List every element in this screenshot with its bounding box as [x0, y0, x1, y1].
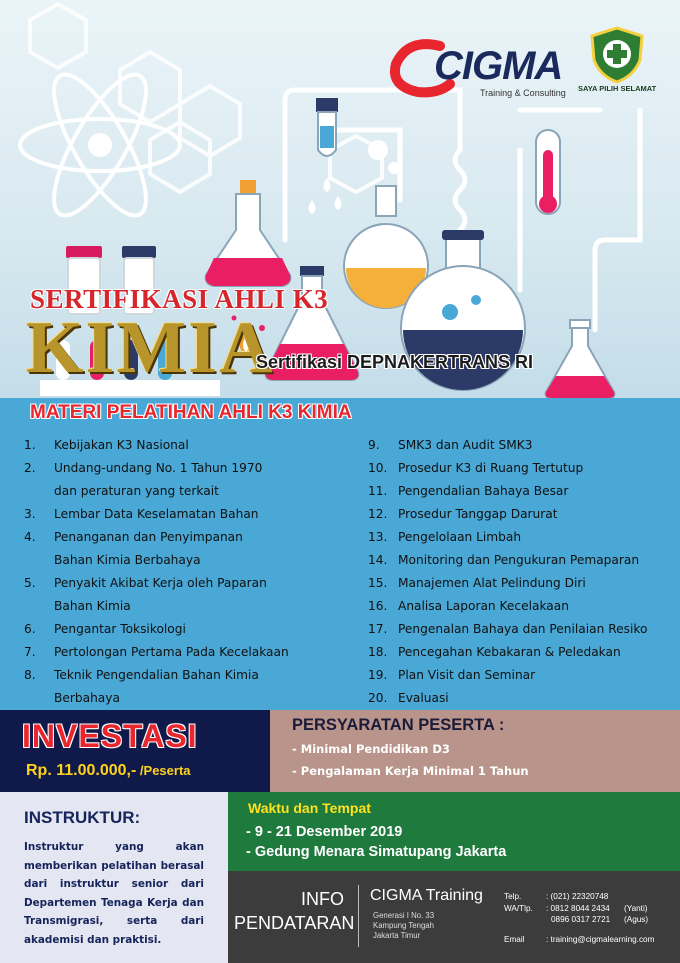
materi-section — [0, 398, 680, 710]
badge-text: SAYA PILIH SELAMAT — [578, 84, 657, 93]
materi-item-text: Pengantar Toksikologi — [54, 622, 186, 636]
materi-item-number: 9. — [368, 438, 380, 452]
materi-item-text: Bahan Kimia — [54, 599, 131, 613]
materi-item-number: 16. — [368, 599, 388, 613]
wa-name-1: (Yanti) — [624, 903, 648, 913]
materi-item-number: 5. — [24, 576, 36, 590]
investasi-title: INVESTASI — [22, 718, 198, 754]
materi-item-text: Prosedur Tanggap Darurat — [398, 507, 558, 521]
persyaratan-item: - Minimal Pendidikan D3 — [292, 742, 450, 756]
materi-item-number: 14. — [368, 553, 388, 567]
org-address — [373, 911, 434, 941]
materi-item — [368, 618, 678, 641]
materi-item-text: Lembar Data Keselamatan Bahan — [54, 507, 259, 521]
address-line: Jakarta Timur — [373, 931, 421, 940]
info-pendaftaran-panel — [228, 871, 680, 963]
materi-item-text: Pertolongan Pertama Pada Kecelakaan — [54, 645, 289, 659]
materi-item-text: Penyakit Akibat Kerja oleh Paparan — [54, 576, 267, 590]
materi-item-text: Analisa Laporan Kecelakaan — [398, 599, 569, 613]
org-name: CIGMA Training — [370, 887, 483, 904]
materi-item-text: Pencegahan Kebakaran & Peledakan — [398, 645, 621, 659]
materi-item-number: 12. — [368, 507, 388, 521]
price-value: Rp. 11.00.000,- — [26, 762, 137, 779]
materi-item-number: 18. — [368, 645, 388, 659]
materi-item — [24, 434, 344, 457]
materi-item — [24, 572, 344, 618]
materi-item — [368, 664, 678, 687]
materi-item-number: 8. — [24, 668, 36, 682]
email-value[interactable]: : training@cigmalearning.com — [546, 934, 655, 944]
materi-item-number: 20. — [368, 691, 388, 705]
persyaratan-title: PERSYARATAN PESERTA : — [292, 716, 505, 734]
safety-badge — [578, 24, 657, 94]
persyaratan-item: - Pengalaman Kerja Minimal 1 Tahun — [292, 764, 529, 778]
thermometer-icon — [536, 130, 560, 214]
instruktur-title: INSTRUKTUR: — [24, 808, 141, 827]
address-line: Kampung Tengah — [373, 921, 434, 930]
address-line: Generasi I No. 33 — [373, 911, 435, 920]
materi-item — [24, 526, 344, 572]
email-label: Email — [504, 934, 525, 944]
logo-name: CIGMA — [434, 44, 563, 88]
telp-label: Telp. — [504, 892, 522, 901]
certification-title: SERTIFIKASI AHLI K3 — [30, 284, 329, 314]
logo-subtitle: Training & Consulting — [480, 88, 566, 98]
cigma-logo — [388, 36, 588, 98]
materi-item-text: Pengenalan Bahaya dan Penilaian Resiko — [398, 622, 648, 636]
materi-item — [368, 457, 678, 480]
wa-label: WA/Tlp. — [504, 903, 533, 913]
materi-item — [368, 595, 678, 618]
waktu-panel — [228, 792, 680, 871]
kimia-heading: KIMIA — [26, 307, 275, 389]
materi-item — [368, 549, 678, 572]
materi-item-number: 15. — [368, 576, 388, 590]
materi-item — [24, 503, 344, 526]
materi-item-text: Undang-undang No. 1 Tahun 1970 — [54, 461, 263, 475]
investasi-price — [26, 762, 191, 780]
materi-item — [24, 618, 344, 641]
materi-item-number: 4. — [24, 530, 36, 544]
materi-item — [368, 480, 678, 503]
info-label — [234, 887, 355, 935]
materi-item-number: 10. — [368, 461, 388, 475]
waktu-title: Waktu dan Tempat — [248, 800, 371, 816]
materi-item — [24, 457, 344, 503]
materi-title: MATERI PELATIHAN AHLI K3 KIMIA — [30, 402, 352, 423]
investasi-panel — [0, 710, 270, 792]
materi-item-number: 6. — [24, 622, 36, 636]
materi-item-number: 3. — [24, 507, 36, 521]
telp-value[interactable]: : (021) 22320748 — [546, 892, 609, 901]
price-unit: /Peserta — [136, 763, 191, 778]
materi-item — [368, 503, 678, 526]
materi-item-number: 1. — [24, 438, 36, 452]
instruktur-panel — [0, 792, 228, 963]
materi-item-number: 19. — [368, 668, 388, 682]
materi-item-number: 2. — [24, 461, 36, 475]
materi-item-text: Penanganan dan Penyimpanan — [54, 530, 243, 544]
info-label-line1: INFO — [301, 889, 344, 909]
materi-item-text: Kebijakan K3 Nasional — [54, 438, 189, 452]
materi-item-text: dan peraturan yang terkait — [54, 484, 219, 498]
materi-item-number: 7. — [24, 645, 36, 659]
materi-item — [24, 641, 344, 664]
wa-value-1[interactable]: : 0812 8044 2434 — [546, 903, 610, 913]
materi-list-left — [24, 434, 344, 710]
materi-item — [368, 526, 678, 549]
materi-item — [24, 664, 344, 710]
materi-item-text: Bahan Kimia Berbahaya — [54, 553, 201, 567]
materi-item — [368, 434, 678, 457]
materi-item-text: Berbahaya — [54, 691, 120, 705]
materi-item — [368, 687, 678, 710]
materi-item-text: Pengendalian Bahaya Besar — [398, 484, 569, 498]
materi-list-right — [368, 434, 678, 710]
persyaratan-panel — [270, 710, 680, 792]
materi-item-text: Pengelolaan Limbah — [398, 530, 522, 544]
divider — [358, 885, 359, 947]
materi-item-number: 17. — [368, 622, 388, 636]
instruktur-description: Instruktur yang akan memberikan pelatihan berasal dari instruktur senior dari Departemen Tenaga Kerja dan Transmigrasi, serta dari akademisi dan praktisi. — [24, 841, 204, 946]
hero-banner — [0, 0, 680, 412]
wa-value-2[interactable]: 0896 0317 2721 — [551, 915, 611, 924]
materi-item-number: 13. — [368, 530, 388, 544]
materi-item-text: Prosedur K3 di Ruang Tertutup — [398, 461, 584, 475]
materi-item-text: SMK3 dan Audit SMK3 — [398, 438, 533, 452]
materi-item-text: Teknik Pengendalian Bahan Kimia — [54, 668, 259, 682]
waktu-venue: - Gedung Menara Simatupang Jakarta — [246, 844, 507, 860]
materi-item-text: Manajemen Alat Pelindung Diri — [398, 576, 586, 590]
info-label-line2: PENDATARAN — [234, 913, 355, 933]
materi-item-text: Evaluasi — [398, 691, 449, 705]
materi-item-number: 11. — [368, 484, 388, 498]
depnaker-subtitle: Sertifikasi DEPNAKERTRANS RI — [256, 352, 534, 372]
wa-name-2: (Agus) — [624, 915, 649, 924]
materi-item-text: Monitoring dan Pengukuran Pemaparan — [398, 553, 640, 567]
materi-item — [368, 572, 678, 595]
shield-cross-icon — [584, 24, 650, 84]
materi-item-text: Plan Visit dan Seminar — [398, 668, 536, 682]
atom-icon — [20, 63, 180, 228]
waktu-date: - 9 - 21 Desember 2019 — [246, 824, 403, 840]
materi-item — [368, 641, 678, 664]
